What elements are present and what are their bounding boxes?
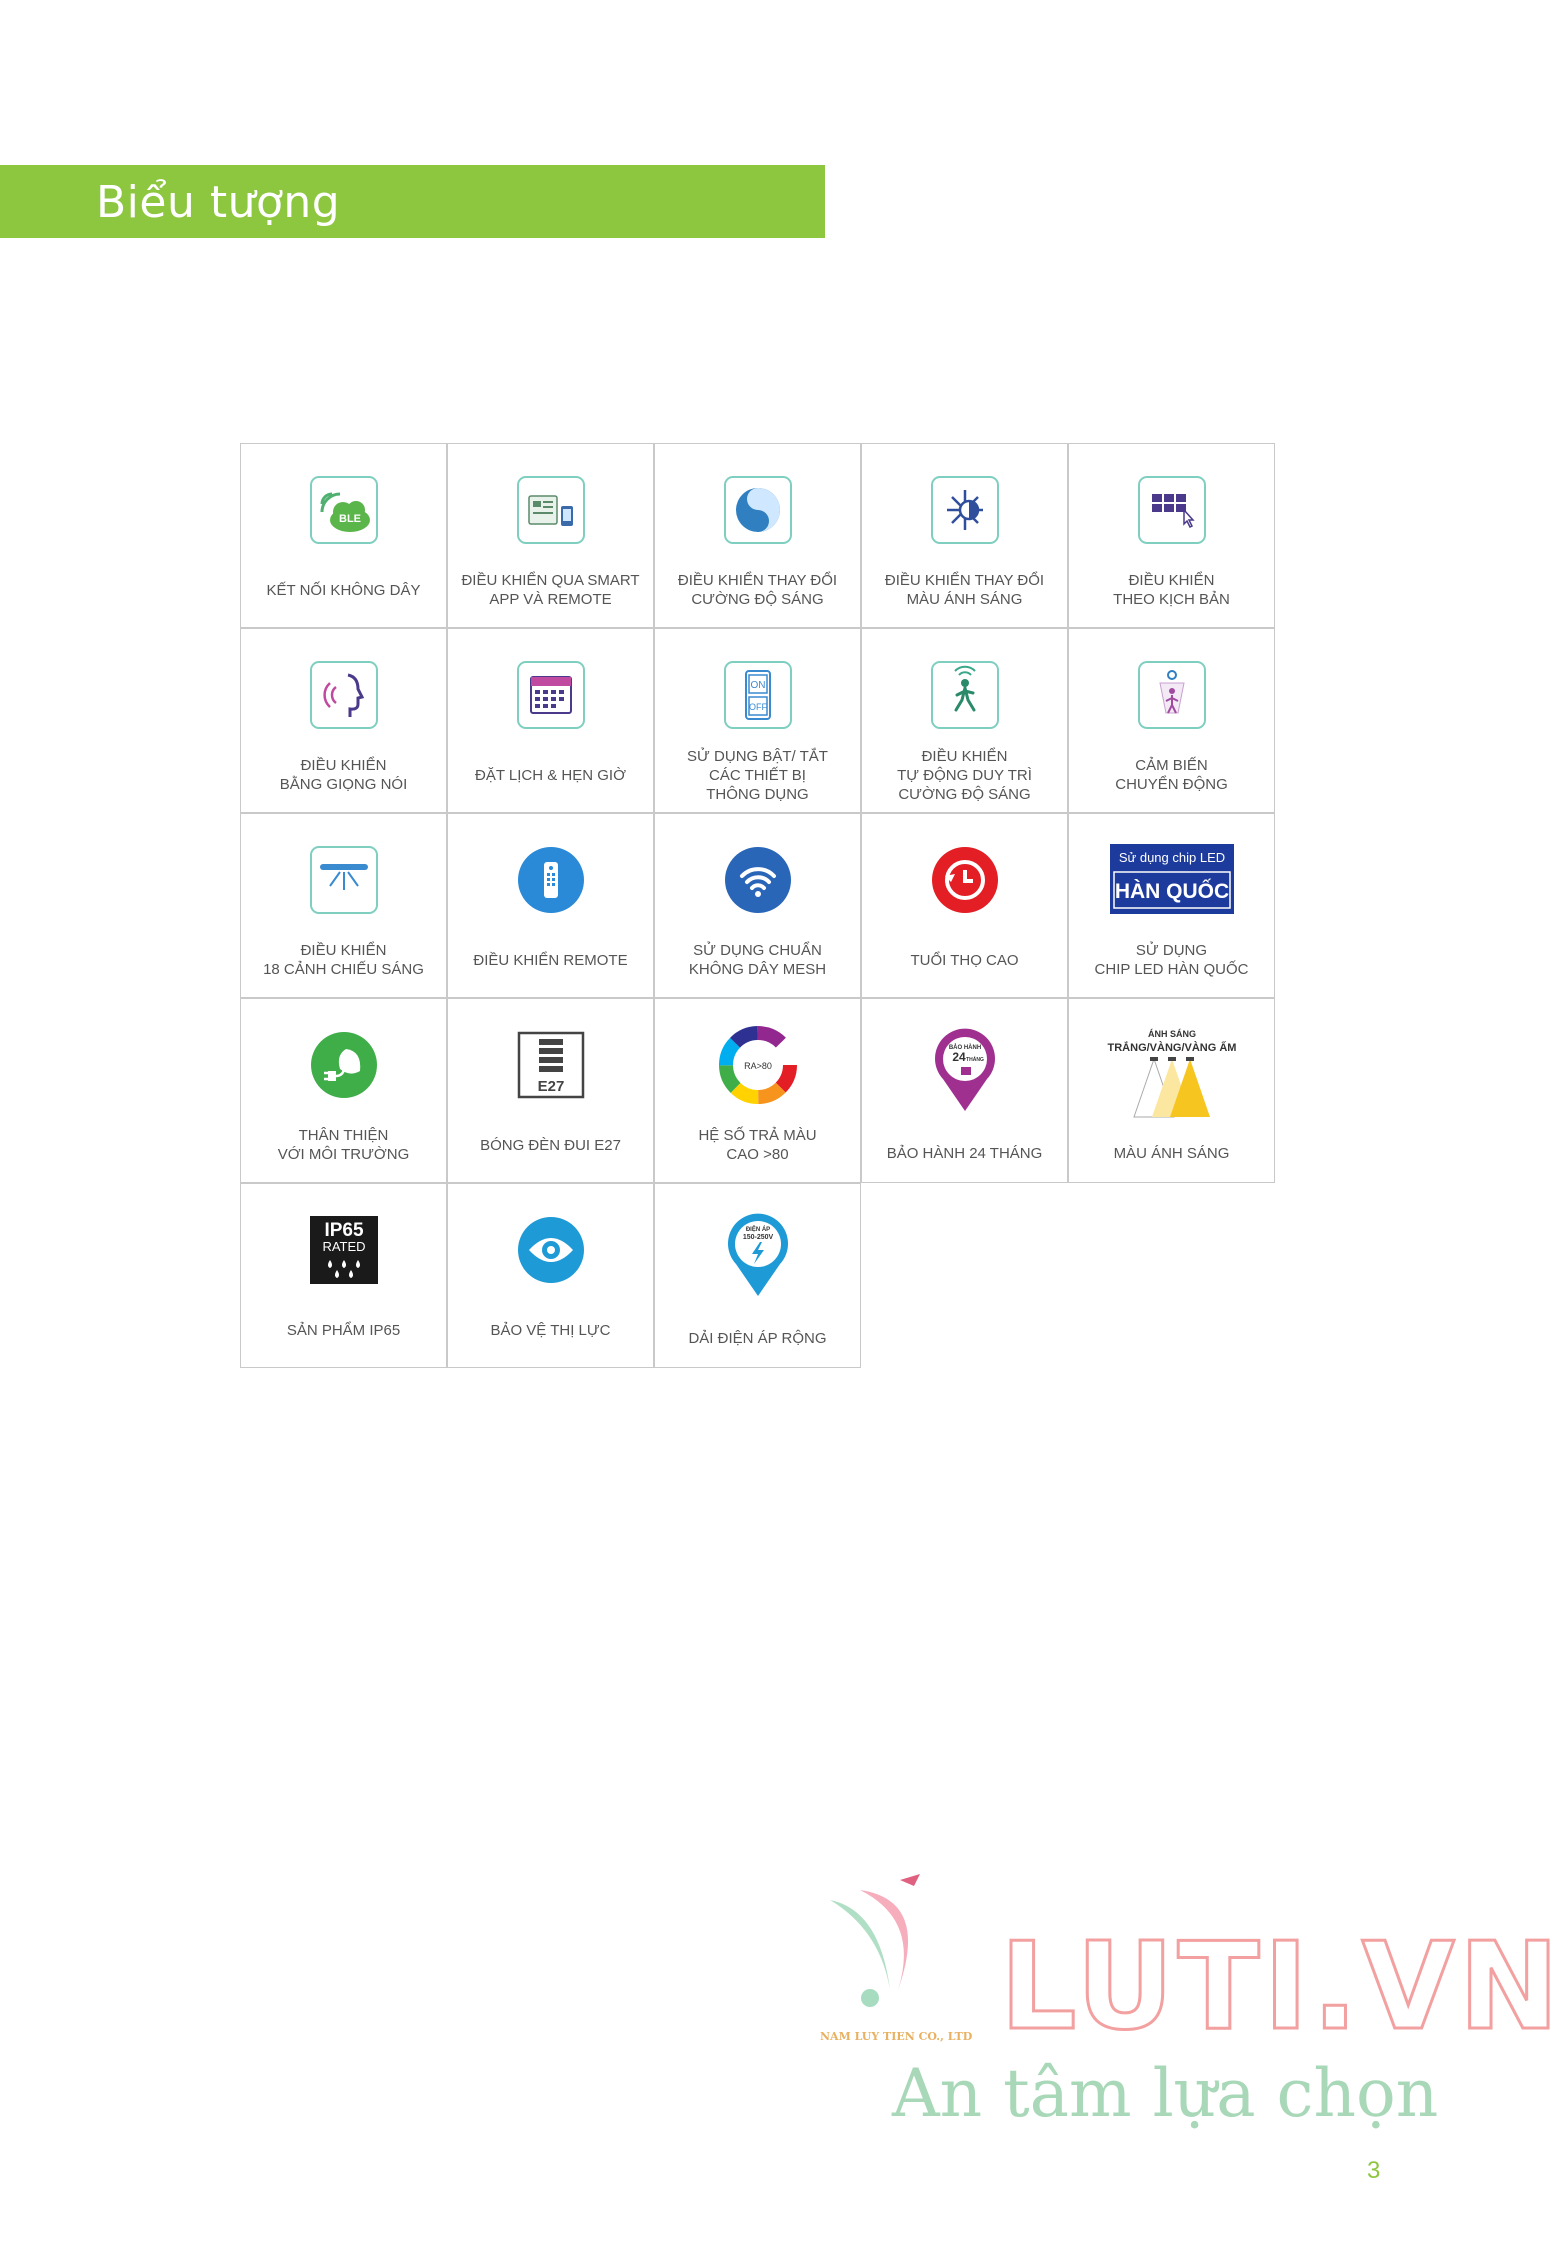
icon-label: ĐIỀU KHIỂN THAY ĐỔI MÀU ÁNH SÁNG bbox=[884, 572, 1045, 608]
icon-label: TUỔI THỌ CAO bbox=[910, 951, 1019, 969]
svg-text:HÀN QUỐC: HÀN QUỐC bbox=[1114, 880, 1229, 903]
section-title: Biểu tượng bbox=[96, 177, 341, 228]
icon-label: KẾT NỐI KHÔNG DÂY bbox=[266, 581, 421, 599]
icon-label: DẢI ĐIỆN ÁP RỘNG bbox=[688, 1329, 827, 1347]
icon-cell-onoff bbox=[654, 628, 861, 813]
icon-label: CẢM BIẾN CHUYỂN ĐỘNG bbox=[1115, 757, 1228, 793]
svg-text:THÁNG: THÁNG bbox=[965, 1057, 984, 1063]
svg-text:150-250V: 150-250V bbox=[742, 1234, 773, 1241]
smart-app-remote-icon bbox=[517, 476, 585, 544]
icon-label: BẢO VỆ THỊ LỰC bbox=[490, 1321, 611, 1339]
icon-label: SẢN PHẨM IP65 bbox=[286, 1321, 401, 1339]
svg-text:Sử dụng chip LED: Sử dụng chip LED bbox=[1118, 850, 1225, 865]
motion-sensor-icon bbox=[1138, 661, 1206, 729]
svg-text:BLE: BLE bbox=[338, 513, 361, 525]
icon-label: MÀU ÁNH SÁNG bbox=[1113, 1144, 1230, 1162]
watermark-brand: LUTI.VN bbox=[1000, 1918, 1563, 2057]
svg-text:ÁNH SÁNG: ÁNH SÁNG bbox=[1147, 1029, 1196, 1039]
icon-cell-cri bbox=[654, 998, 861, 1183]
icon-cell-dimmer bbox=[654, 443, 861, 628]
icon-label: SỬ DỤNG CHIP LED HÀN QUỐC bbox=[1094, 942, 1249, 978]
svg-text:TRẮNG/VÀNG/VÀNG ẤM: TRẮNG/VÀNG/VÀNG ẤM bbox=[1107, 1042, 1236, 1054]
icon-label: THÂN THIỆN VỚI MÔI TRƯỜNG bbox=[277, 1127, 410, 1163]
watermark-slogan: An tâm lựa chọn bbox=[892, 2055, 1439, 2132]
icon-label: ĐIỀU KHIỂN THEO KỊCH BẢN bbox=[1113, 572, 1230, 608]
luti-watermark bbox=[820, 1870, 1563, 2170]
icon-cell-remote bbox=[447, 813, 654, 998]
icon-cell-mesh bbox=[654, 813, 861, 998]
calendar-icon bbox=[517, 661, 585, 729]
ble-cloud-icon bbox=[310, 476, 378, 544]
warranty-icon bbox=[931, 1027, 999, 1113]
svg-text:RATED: RATED bbox=[321, 1239, 366, 1254]
eco-plug-icon bbox=[310, 1031, 378, 1099]
long-life-icon bbox=[931, 846, 999, 914]
auto-brightness-icon bbox=[931, 661, 999, 729]
watermark-company: NAM LUY TIEN CO., LTD bbox=[820, 2030, 973, 2043]
remote-icon bbox=[517, 846, 585, 914]
icon-label: BẢO HÀNH 24 THÁNG bbox=[886, 1144, 1043, 1162]
icon-label: SỬ DỤNG CHUẨN KHÔNG DÂY MESH bbox=[688, 942, 827, 978]
icon-cell-korea-chip bbox=[1068, 813, 1275, 998]
svg-text:BẢO HÀNH: BẢO HÀNH bbox=[948, 1045, 981, 1051]
icon-cell-eco bbox=[240, 998, 447, 1183]
icon-cell-wireless bbox=[240, 443, 447, 628]
icon-cell-eye bbox=[447, 1183, 654, 1368]
light-colors-icon bbox=[1092, 1027, 1252, 1127]
scene-control-icon bbox=[1138, 476, 1206, 544]
svg-text:ĐIỆN ÁP: ĐIỆN ÁP bbox=[745, 1227, 770, 1233]
icon-cell-warranty bbox=[861, 998, 1068, 1183]
icon-label: BÓNG ĐÈN ĐUI E27 bbox=[480, 1136, 621, 1154]
voice-control-icon bbox=[310, 661, 378, 729]
icon-label: HỆ SỐ TRẢ MÀU CAO >80 bbox=[698, 1127, 817, 1163]
dimmer-icon bbox=[724, 476, 792, 544]
wifi-mesh-icon bbox=[724, 846, 792, 914]
icon-cell-voltage bbox=[654, 1183, 861, 1368]
icon-cell-18-scenes bbox=[240, 813, 447, 998]
icon-label: ĐIỀU KHIỂN 18 CẢNH CHIẾU SÁNG bbox=[263, 942, 424, 978]
svg-text:OFF: OFF bbox=[748, 702, 767, 712]
icon-cell-color-change bbox=[861, 443, 1068, 628]
icon-label: ĐIỀU KHIỂN REMOTE bbox=[473, 951, 628, 969]
on-off-switch-icon bbox=[724, 661, 792, 729]
icon-cell-e27 bbox=[447, 998, 654, 1183]
icon-label: ĐIỀU KHIỂN THAY ĐỔI CƯỜNG ĐỘ SÁNG bbox=[677, 572, 838, 608]
icon-cell-light-colors bbox=[1068, 998, 1275, 1183]
icon-grid bbox=[240, 443, 1275, 1367]
icon-cell-schedule bbox=[447, 628, 654, 813]
voltage-range-icon bbox=[724, 1212, 792, 1298]
cri-color-wheel-icon bbox=[724, 1031, 792, 1099]
color-temperature-icon bbox=[931, 476, 999, 544]
icon-cell-smart-app bbox=[447, 443, 654, 628]
section-header-bar bbox=[0, 165, 825, 238]
svg-text:E27: E27 bbox=[537, 1078, 564, 1095]
icon-cell-long-life bbox=[861, 813, 1068, 998]
icon-cell-auto-brightness bbox=[861, 628, 1068, 813]
icon-label: ĐIỀU KHIỂN BẰNG GIỌNG NÓI bbox=[279, 757, 408, 793]
icon-label: ĐẶT LỊCH & HẸN GIỜ bbox=[475, 766, 626, 784]
korea-led-chip-icon bbox=[1110, 844, 1234, 914]
icon-cell-voice bbox=[240, 628, 447, 813]
icon-cell-motion bbox=[1068, 628, 1275, 813]
ip65-icon bbox=[310, 1216, 378, 1284]
svg-text:ON: ON bbox=[750, 680, 765, 691]
page-number: 3 bbox=[1367, 2157, 1381, 2184]
eye-protection-icon bbox=[517, 1216, 585, 1284]
svg-text:RA>80: RA>80 bbox=[743, 1061, 772, 1071]
luti-logo-icon bbox=[820, 1870, 980, 2030]
e27-socket-icon bbox=[517, 1031, 585, 1099]
icon-label: SỬ DỤNG BẬT/ TẮT CÁC THIẾT BỊ THÔNG DỤNG bbox=[687, 747, 828, 803]
svg-text:IP65: IP65 bbox=[323, 1220, 364, 1241]
svg-text:24: 24 bbox=[951, 1050, 966, 1064]
lighting-scenes-icon bbox=[310, 846, 378, 914]
icon-label: ĐIỀU KHIỂN TỰ ĐỘNG DUY TRÌ CƯỜNG ĐỘ SÁNG bbox=[897, 747, 1032, 803]
icon-cell-ip65 bbox=[240, 1183, 447, 1368]
icon-cell-scene bbox=[1068, 443, 1275, 628]
icon-label: ĐIỀU KHIỂN QUA SMART APP VÀ REMOTE bbox=[461, 572, 640, 608]
